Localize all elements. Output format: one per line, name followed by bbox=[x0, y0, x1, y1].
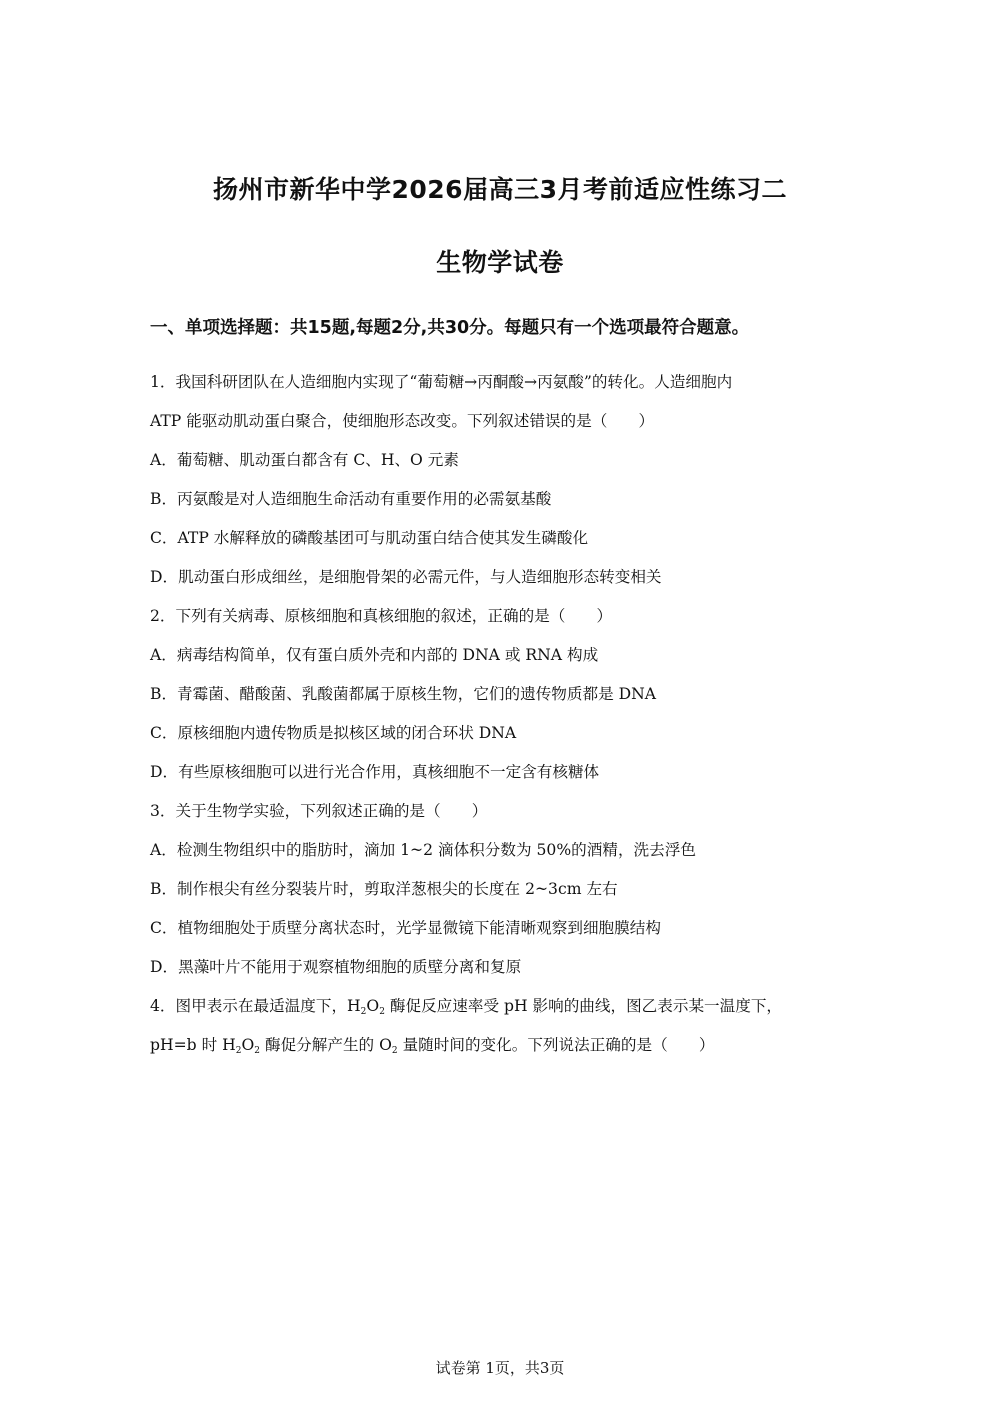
q2-option-a: A．病毒结构简单，仅有蛋白质外壳和内部的 DNA 或 RNA 构成 bbox=[150, 646, 599, 664]
q2-option-b: B．青霉菌、醋酸菌、乳酸菌都属于原核生物，它们的遗传物质都是 DNA bbox=[150, 685, 657, 703]
section-heading: 一、单项选择题：共15题,每题2分,共30分。每题只有一个选项最符合题意。 bbox=[150, 318, 750, 338]
q1-option-b: B．丙氨酸是对人造细胞生命活动有重要作用的必需氨基酸 bbox=[150, 490, 552, 508]
q2-stem: 2．下列有关病毒、原核细胞和真核细胞的叙述，正确的是（ ） bbox=[150, 607, 613, 625]
q1-option-d: D．肌动蛋白形成细丝，是细胞骨架的必需元件，与人造细胞形态转变相关 bbox=[150, 568, 662, 586]
q1-stem-line1: 1．我国科研团队在人造细胞内实现了“葡萄糖→丙酮酸→丙氨酸”的转化。人造细胞内 bbox=[150, 373, 733, 391]
exam-title: 扬州市新华中学2026届高三3月考前适应性练习二 bbox=[213, 175, 787, 204]
q1-option-a: A．葡萄糖、肌动蛋白都含有 C、H、O 元素 bbox=[150, 451, 459, 469]
q3-option-a: A．检测生物组织中的脂肪时，滴加 1~2 滴体积分数为 50%的酒精，洗去浮色 bbox=[150, 841, 696, 859]
q1-option-c: C．ATP 水解释放的磷酸基团可与肌动蛋白结合使其发生磷酸化 bbox=[150, 529, 589, 547]
q3-option-b: B．制作根尖有丝分裂装片时，剪取洋葱根尖的长度在 2~3cm 左右 bbox=[150, 880, 618, 898]
q3-stem: 3．关于生物学实验，下列叙述正确的是（ ） bbox=[150, 802, 488, 820]
q2-option-d: D．有些原核细胞可以进行光合作用，真核细胞不一定含有核糖体 bbox=[150, 763, 600, 781]
subscript: 2 bbox=[254, 1046, 261, 1056]
q4-text: 酶促分解产生的 O bbox=[260, 1036, 392, 1054]
q4-text: O bbox=[366, 997, 380, 1015]
q4-text: O bbox=[241, 1036, 255, 1054]
q4-text: 4．图甲表示在最适温度下，H bbox=[150, 997, 361, 1015]
q3-option-c: C．植物细胞处于质壁分离状态时，光学显微镜下能清晰观察到细胞膜结构 bbox=[150, 919, 661, 937]
page-footer: 试卷第 1页，共3页 bbox=[435, 1359, 565, 1377]
subscript: 2 bbox=[360, 1007, 367, 1017]
q4-stem-line2 bbox=[150, 1035, 714, 1055]
q4-text: pH=b 时 H bbox=[150, 1036, 236, 1054]
q1-stem-line2: ATP 能驱动肌动蛋白聚合，使细胞形态改变。下列叙述错误的是（ ） bbox=[150, 412, 655, 430]
q4-stem-line1 bbox=[150, 996, 782, 1016]
subscript: 2 bbox=[235, 1046, 242, 1056]
q4-text: 量随时间的变化。下列说法正确的是（ ） bbox=[397, 1036, 715, 1054]
exam-subtitle: 生物学试卷 bbox=[436, 248, 564, 277]
subscript: 2 bbox=[379, 1007, 385, 1017]
subscript: 2 bbox=[391, 1046, 398, 1056]
q3-option-d: D．黑藻叶片不能用于观察植物细胞的质壁分离和复原 bbox=[150, 958, 522, 976]
q4-text: 酶促反应速率受 pH 影响的曲线，图乙表示某一温度下， bbox=[384, 997, 783, 1015]
q2-option-c: C．原核细胞内遗传物质是拟核区域的闭合环状 DNA bbox=[150, 724, 517, 742]
